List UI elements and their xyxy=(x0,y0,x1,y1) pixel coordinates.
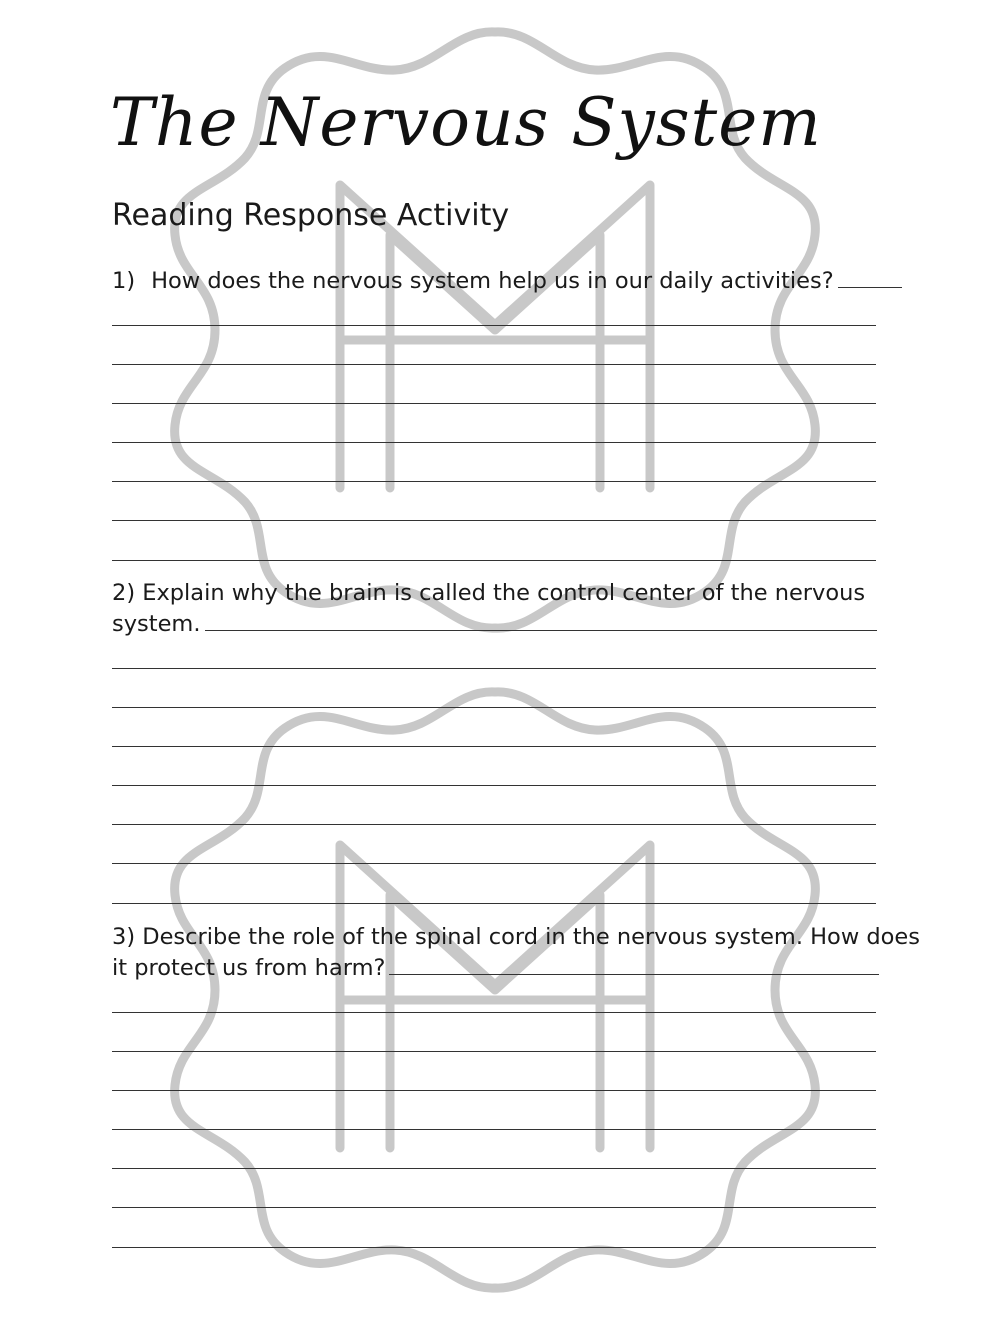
answer-line[interactable] xyxy=(112,1207,876,1208)
question-1 xyxy=(112,266,902,297)
answer-line[interactable] xyxy=(112,1129,876,1130)
answer-line[interactable] xyxy=(112,1247,876,1248)
page-title: The Nervous System xyxy=(110,84,822,161)
question-3-text-line1: 3) Describe the role of the spinal cord in the nervous system. How does xyxy=(112,924,920,950)
answer-line[interactable] xyxy=(112,325,876,326)
question-3 xyxy=(112,922,920,984)
answer-line-inline[interactable] xyxy=(389,956,879,975)
answer-line[interactable] xyxy=(112,481,876,482)
question-1-text: How does the nervous system help us in our daily activities? xyxy=(151,268,834,294)
answer-line[interactable] xyxy=(112,442,876,443)
answer-line[interactable] xyxy=(112,707,876,708)
answer-line[interactable] xyxy=(112,785,876,786)
answer-line[interactable] xyxy=(112,903,876,904)
question-2-text-line2: system. xyxy=(112,611,201,637)
answer-line-inline[interactable] xyxy=(205,612,877,631)
answer-line[interactable] xyxy=(112,1012,876,1013)
answer-line[interactable] xyxy=(112,1168,876,1169)
answer-line[interactable] xyxy=(112,1051,876,1052)
answer-line[interactable] xyxy=(112,403,876,404)
question-1-number: 1) xyxy=(112,268,136,294)
page-subtitle: Reading Response Activity xyxy=(112,198,510,233)
answer-line[interactable] xyxy=(112,863,876,864)
answer-line[interactable] xyxy=(112,520,876,521)
answer-line[interactable] xyxy=(112,824,876,825)
answer-line[interactable] xyxy=(112,746,876,747)
answer-line-inline[interactable] xyxy=(838,269,902,288)
question-2 xyxy=(112,578,877,640)
question-2-text-line1: 2) Explain why the brain is called the control center of the nervous xyxy=(112,580,866,606)
answer-line[interactable] xyxy=(112,1090,876,1091)
answer-line[interactable] xyxy=(112,560,876,561)
answer-line[interactable] xyxy=(112,668,876,669)
question-3-text-line2: it protect us from harm? xyxy=(112,955,386,981)
answer-line[interactable] xyxy=(112,364,876,365)
